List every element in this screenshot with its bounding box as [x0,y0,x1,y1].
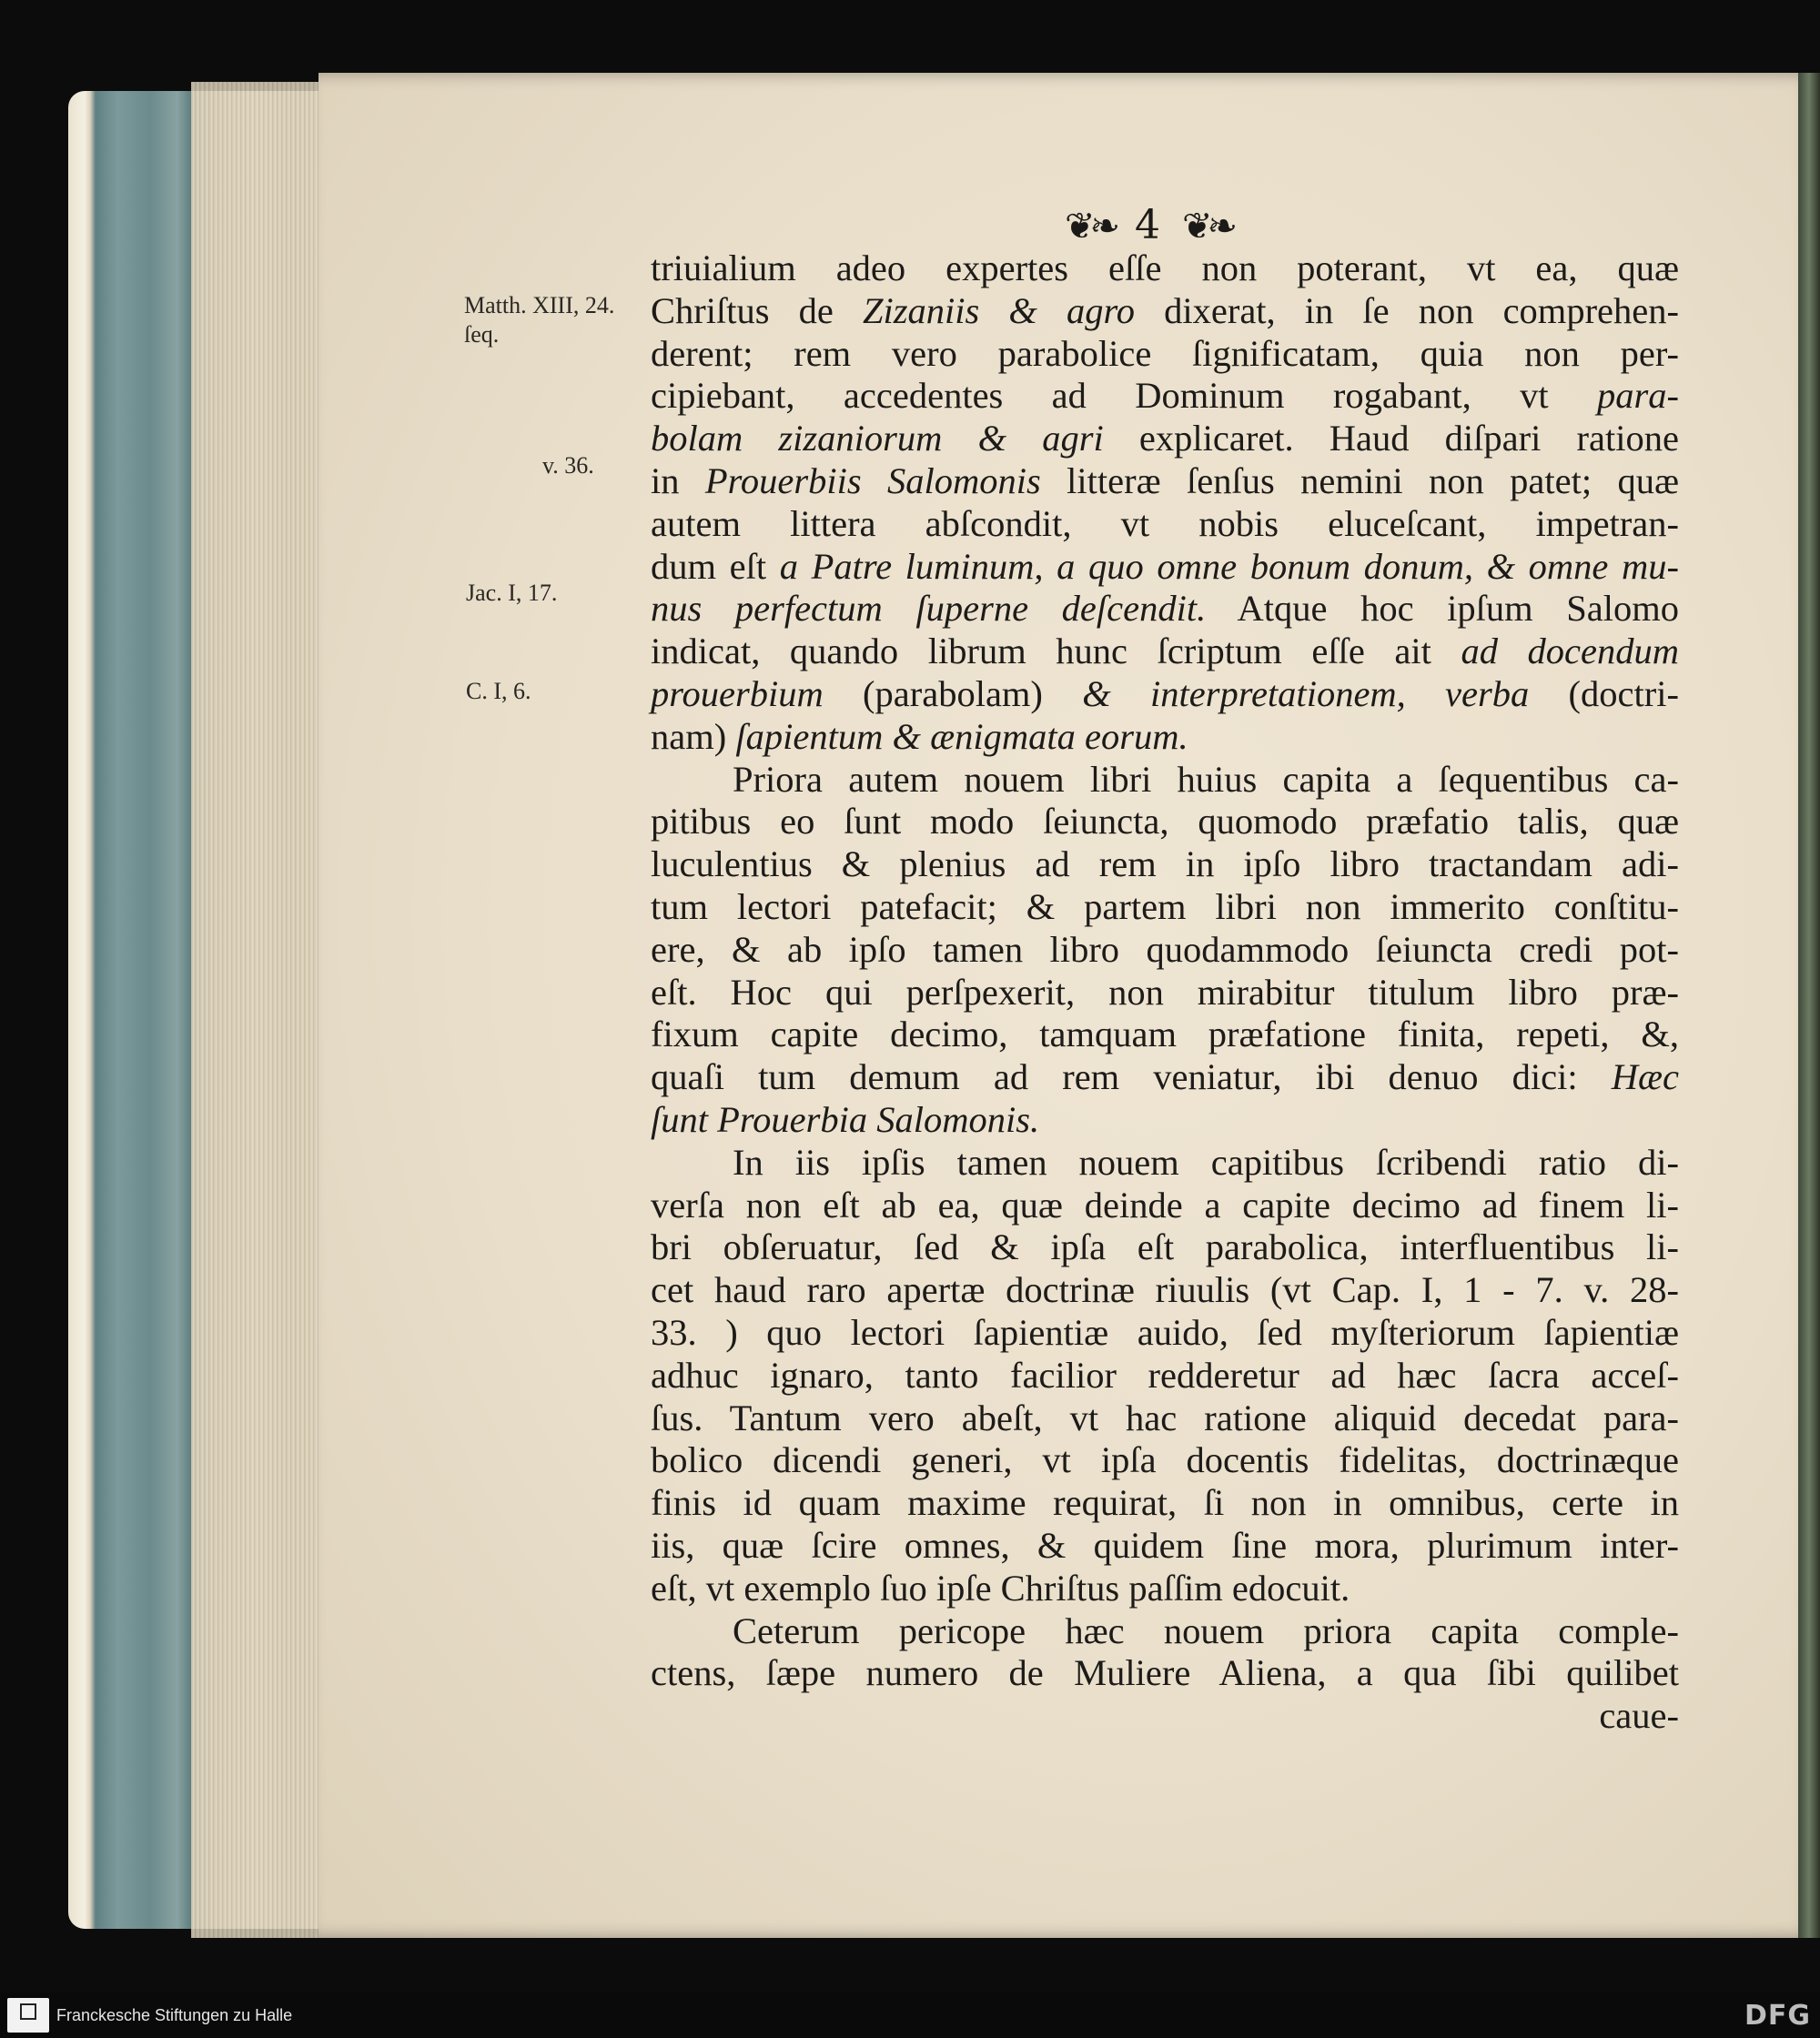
dfg-logo: DFG [1744,2000,1811,2032]
marginal-note-matth: Matth. XIII, 24. ſeq. [464,292,615,348]
text-line: tum lectori patefacit; & partem libri non immerito conſtitu- [651,885,1679,927]
text-line: Priora autem nouem libri huius capita a ſequentibus ca- [733,758,1679,800]
text-line: Chriſtus de Zizaniis & agro dixerat, in ſe non comprehen- [651,289,1679,331]
text-line: ctens, ſæpe numero de Muliere Aliena, a qua ſibi quilibet [651,1652,1679,1694]
text-line: adhuc ignaro, tanto facilior redderetur ad hæc ſacra acceſ- [651,1354,1679,1396]
text-line: nus perfectum ſuperne deſcendit. Atque hoc ipſum Salomo [651,588,1680,630]
page-edges [191,82,337,1938]
text-line: eſt, vt exemplo ſuo ipſe Chriſtus paſſim edocuit. [651,1567,1350,1609]
text-line: derent; rem vero parabolice ſignificatam, quia non per- [651,332,1679,374]
text-line: bolam zizaniorum & agri explicaret. Haud diſpari ratione [651,418,1679,459]
ornament-left-icon: ❦❧ [1065,206,1116,247]
text-line: quaſi tum demum ad rem veniatur, ibi denuo dici: Hæc [651,1056,1679,1098]
text-line: Ceterum pericope hæc nouem priora capita comple- [733,1609,1679,1651]
text-line: triuialium adeo expertes eſſe non poterant, vt ea, quæ [651,247,1679,288]
text-line: pitibus eo ſunt modo ſeiuncta, quomodo præfatio talis, quæ [651,801,1679,842]
body-text [651,247,1679,1738]
text-line: luculentius & plenius ad rem in ipſo libro tractandam adi- [651,843,1679,885]
text-line: verſa non eſt ab ea, quæ deinde a capite decimo ad finem li- [651,1184,1679,1226]
text-line: nam) ſapientum & ænigmata eorum. [651,715,1188,757]
page-number: 4 [1135,202,1163,248]
marginal-note-v36: v. 36. [542,452,594,479]
text-line: bri obſeruatur, ſed & ipſa eſt parabolica, interfluentibus li- [651,1226,1679,1268]
text-line: In iis ipſis tamen nouem capitibus ſcribendi ratio di- [733,1141,1679,1183]
marginal-note-c16: C. I, 6. [466,678,531,704]
text-line: ſus. Tantum vero abeſt, vt hac ratione aliquid decedat para- [651,1397,1679,1438]
ornament-right-icon: ❦❧ [1182,206,1233,247]
text-line: in Prouerbiis Salomonis litteræ ſenſus nemini non patet; quæ [651,459,1679,501]
text-line: ſunt Prouerbia Salomonis. [651,1098,1040,1140]
text-line: fixum capite decimo, tamquam præfatione finita, repeti, &, [651,1014,1679,1055]
catchword: caue- [1599,1695,1679,1737]
text-line: autem littera abſcondit, vt nobis eluceſcant, impetran- [651,502,1679,544]
text-line: dum eſt a Patre luminum, a quo omne bonum donum, & omne mu- [651,545,1680,587]
text-line: eſt. Hoc qui perſpexerit, non mirabitur titulum libro præ- [651,971,1679,1013]
text-line: prouerbium (parabolam) & interpretationem, verba (doctri- [651,672,1679,714]
text-line: cipiebant, accedentes ad Dominum rogabant, vt para- [651,375,1679,417]
text-line: ere, & ab ipſo tamen libro quodammodo ſeiuncta credi pot- [651,928,1679,970]
institution-name: Franckesche Stiftungen zu Halle [56,2006,293,2024]
text-line: iis, quæ ſcire omnes, & quidem ſine mora, plurimum inter- [651,1524,1679,1566]
institution-logo-icon [7,1998,49,2033]
text-line: bolico dicendi generi, vt ipſa docentis fidelitas, doctrinæque [651,1439,1679,1481]
page-header [1065,202,1232,248]
marginal-note-jac: Jac. I, 17. [466,580,558,606]
viewer-footer [0,1993,1820,2038]
text-line: finis id quam maxime requirat, ſi non in omnibus, certe in [651,1482,1679,1524]
text-line: 33. ) quo lectori ſapientiæ auido, ſed myſteriorum ſapientiæ [651,1311,1679,1353]
text-line: cet haud raro apertæ doctrinæ riuulis (vt Cap. I, 1 - 7. v. 28- [651,1269,1679,1311]
text-line: indicat, quando librum hunc ſcriptum eſſe ait ad docendum [651,631,1680,672]
book-cover-edge [1798,73,1820,1938]
